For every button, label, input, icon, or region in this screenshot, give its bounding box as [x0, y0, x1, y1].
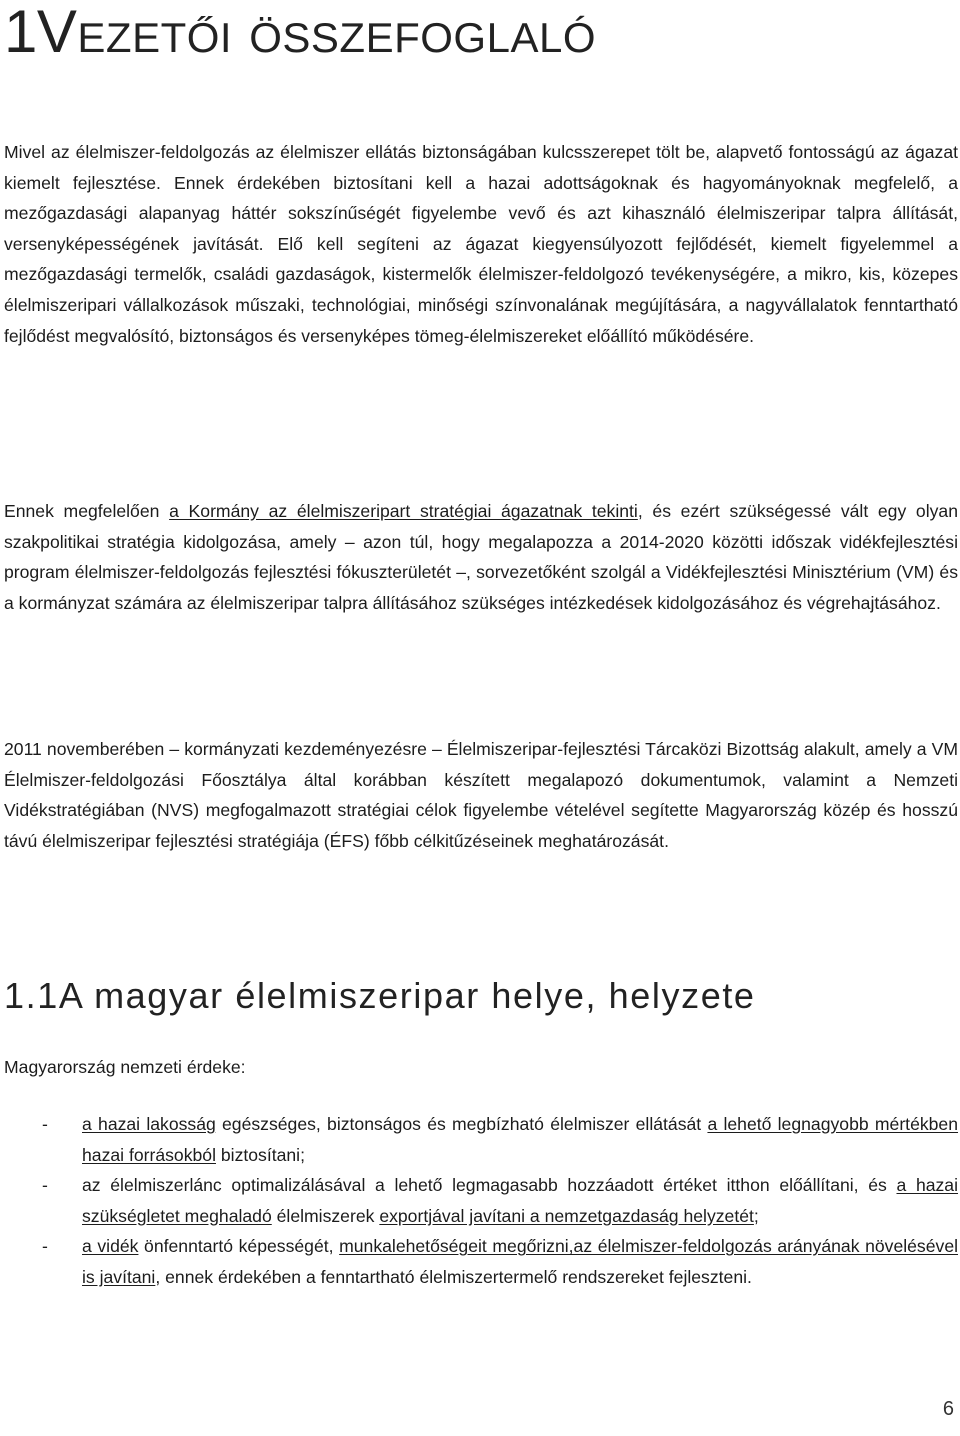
chapter-title: Vezetői összefoglaló	[36, 0, 596, 65]
chapter-number: 1	[4, 0, 37, 65]
emphasis: a hazai szükségletet meghaladó	[82, 1175, 959, 1226]
list-text: ;	[753, 1205, 759, 1226]
paragraph-2-rest: , és ezért szükségessé vált egy olyan szakpolitikai stratégia kidolgozása, amely – azon túl, hogy megalapozza a 2014-2020 közötti időszak vidékfejlesztési program élelmiszer-feldolgozás fejlesztési fókuszterületét –, sorvezetőként szolgál a Vidékfejlesztési Minisztérium (VM) és a kormányzat számára az élelmiszeripar talpra állításához szükséges intézkedések kidolgozásához és végrehajtásához.	[4, 501, 958, 613]
list-text: önfenntartó képességét,	[138, 1236, 340, 1257]
list-dash: -	[42, 1114, 48, 1134]
emphasis: exportjával javítani a nemzetgazdaság helyzetét	[379, 1205, 754, 1226]
list-text: egészséges, biztonságos és megbízható élelmiszer ellátását	[215, 1114, 708, 1134]
list-text: biztosítani;	[215, 1144, 305, 1165]
emphasis: munkalehetőségeit megőrizni,az élelmiszer-feldolgozás arányának növelésével is javítani	[82, 1236, 959, 1287]
emphasis: a hazai lakosság	[82, 1114, 216, 1134]
list-dash: -	[42, 1175, 48, 1196]
paragraph-2-lead: Ennek megfelelően	[4, 501, 170, 521]
interest-list	[4, 1109, 958, 1293]
paragraph-3: 2011 novemberében – kormányzati kezdeményezésre – Élelmiszeripar-fejlesztési Tárcaközi Bizottság alakult, amely a VM Élelmiszer-feldolgozási Főosztálya által korábban készített megalapozó dokumentumok, valamint a Nemzeti Vidékstratégiában (NVS) megfogalmazott stratégiai célok figyelembe vételével segítette Magyarország közép és hosszú távú élelmiszeripar fejlesztési stratégiája (ÉFS) főbb célkitűzéseinek meghatározását.	[4, 739, 958, 851]
section-number: 1.1	[4, 975, 59, 1016]
list-intro: Magyarország nemzeti érdeke:	[4, 1057, 246, 1077]
section-heading	[4, 970, 756, 1022]
emphasis: a lehető legnagyobb mértékben hazai forrásokból	[82, 1114, 959, 1165]
list-dash: -	[42, 1236, 48, 1257]
paragraph-2	[4, 496, 958, 618]
list-text: , ennek érdekében a fenntartható élelmiszertermelő rendszereket fejleszteni.	[155, 1266, 752, 1287]
page-number: 6	[942, 1398, 954, 1420]
emphasis: a vidék	[82, 1236, 139, 1257]
chapter-heading	[4, 0, 596, 65]
list-item	[4, 1231, 958, 1292]
list-item	[4, 1170, 958, 1231]
section-title: A magyar élelmiszeripar helye, helyzete	[58, 975, 756, 1016]
list-text: élelmiszerek	[271, 1205, 380, 1226]
paragraph-1: Mivel az élelmiszer-feldolgozás az élelmiszer ellátás biztonságában kulcsszerepet tölt be, alapvető fontosságú az ágazat kiemelt fejlesztése. Ennek érdekében biztosítani kell a hazai adottságoknak és hagyományoknak megfelelő, a mezőgazdasági alapanyag háttér sokszínűségét figyelembe vevő és azt kihasználó élelmiszeripar talpra állítását, versenyképességének javítását. Elő kell segíteni az ágazat kiegyensúlyozott fejlődését, kiemelt figyelemmel a mezőgazdasági termelők, családi gazdaságok, kistermelők élelmiszer-feldolgozó tevékenységére, a mikro, kis, közepes élelmiszeripari vállalkozások műszaki, technológiai, minőségi színvonalának megújítására, a nagyvállalatok fenntartható fejlődést megvalósító, biztonságos és versenyképes tömeg-élelmiszereket előállító működésére.	[4, 142, 958, 346]
list-item	[4, 1109, 958, 1170]
list-text: az élelmiszerlánc optimalizálásával a lehető legmagasabb hozzáadott értéket itthon előállítani, és	[82, 1175, 897, 1196]
paragraph-2-highlight: a Kormány az élelmiszeripart stratégiai ágazatnak tekinti	[169, 501, 638, 521]
